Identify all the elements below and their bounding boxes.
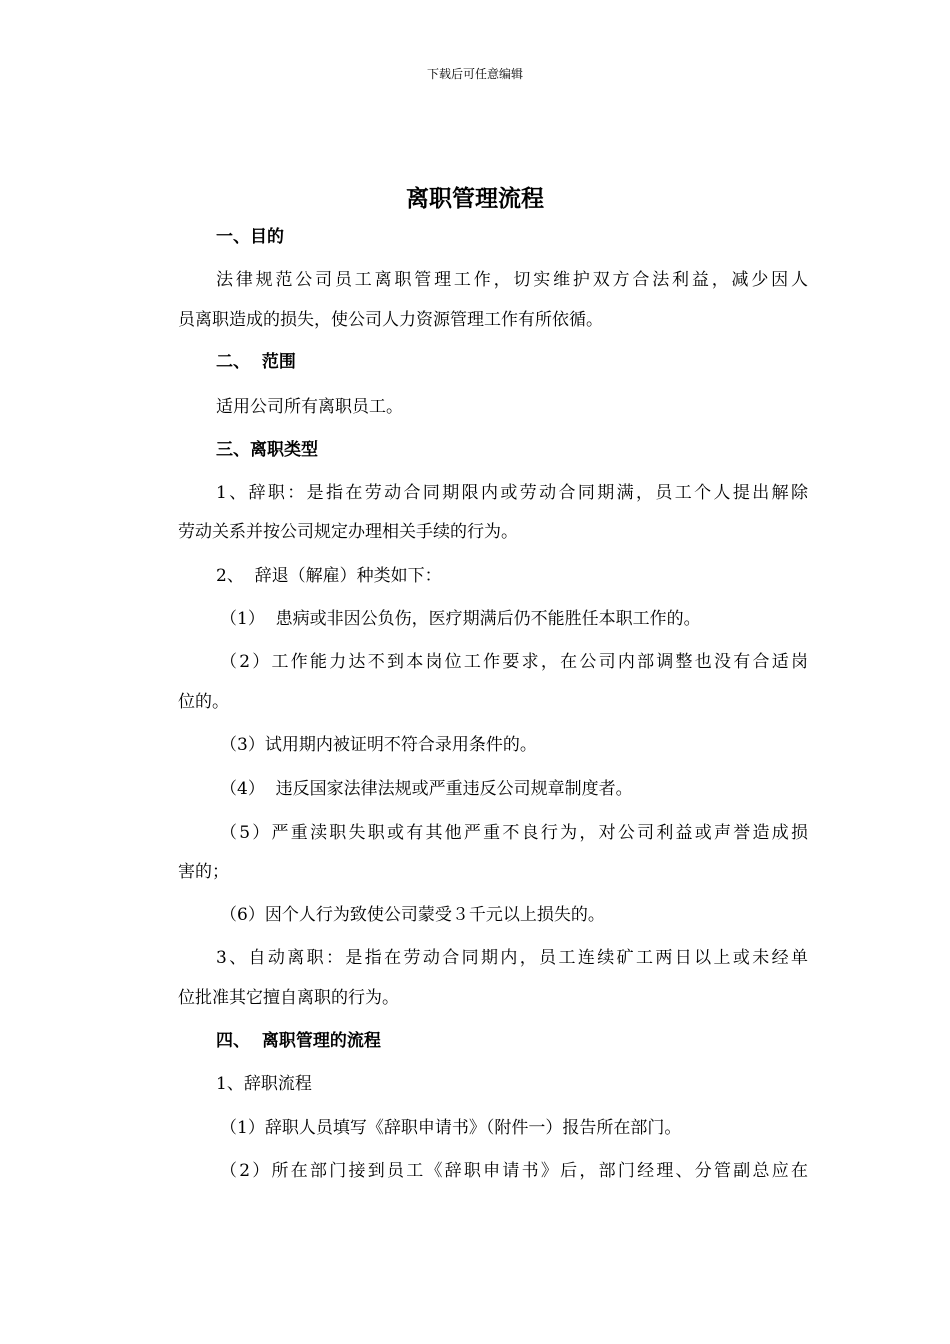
sub-item-5: （5）严重渎职失职或有其他严重不良行为，对公司利益或声誉造成损 [220,823,808,843]
paragraph-line: 位的。 [178,692,229,712]
section-heading-types: 三、离职类型 [216,440,318,460]
paragraph-line: 法律规范公司员工离职管理工作，切实维护双方合法利益，减少因人 [216,270,808,290]
section-heading-process: 四、 离职管理的流程 [216,1031,381,1051]
step-2: （2）所在部门接到员工《辞职申请书》后，部门经理、分管副总应在 [220,1161,808,1181]
sub-item-6: （6）因个人行为致使公司蒙受３千元以上损失的。 [220,905,605,925]
list-item-resignation: 1、辞职：是指在劳动合同期限内或劳动合同期满，员工个人提出解除 [216,483,808,503]
section-heading-purpose: 一、目的 [216,227,284,247]
sub-item-3: （3）试用期内被证明不符合录用条件的。 [220,735,537,755]
paragraph-line: 适用公司所有离职员工。 [216,397,403,417]
page-header-note: 下载后可任意编辑 [426,67,523,81]
sub-item-1: （1） 患病或非因公负伤，医疗期满后仍不能胜任本职工作的。 [220,609,701,629]
list-item-self-departure: 3、自动离职：是指在劳动合同期内，员工连续矿工两日以上或未经单 [216,948,808,968]
paragraph-line: 员离职造成的损失，使公司人力资源管理工作有所依循。 [178,310,603,330]
list-item-resignation-process: 1、辞职流程 [216,1074,312,1094]
sub-item-4: （4） 违反国家法律法规或严重违反公司规章制度者。 [220,779,633,799]
step-1: （1）辞职人员填写《辞职申请书》（附件一）报告所在部门。 [220,1118,682,1138]
paragraph-line: 劳动关系并按公司规定办理相关手续的行为。 [178,522,518,542]
document-title: 离职管理流程 [406,185,544,212]
section-heading-scope: 二、 范围 [216,352,296,372]
paragraph-line: 位批准其它擅自离职的行为。 [178,988,399,1008]
list-item-dismissal: 2、 辞退（解雇）种类如下： [216,566,442,586]
paragraph-line: 害的； [178,862,229,882]
sub-item-2: （2）工作能力达不到本岗位工作要求，在公司内部调整也没有合适岗 [220,652,808,672]
